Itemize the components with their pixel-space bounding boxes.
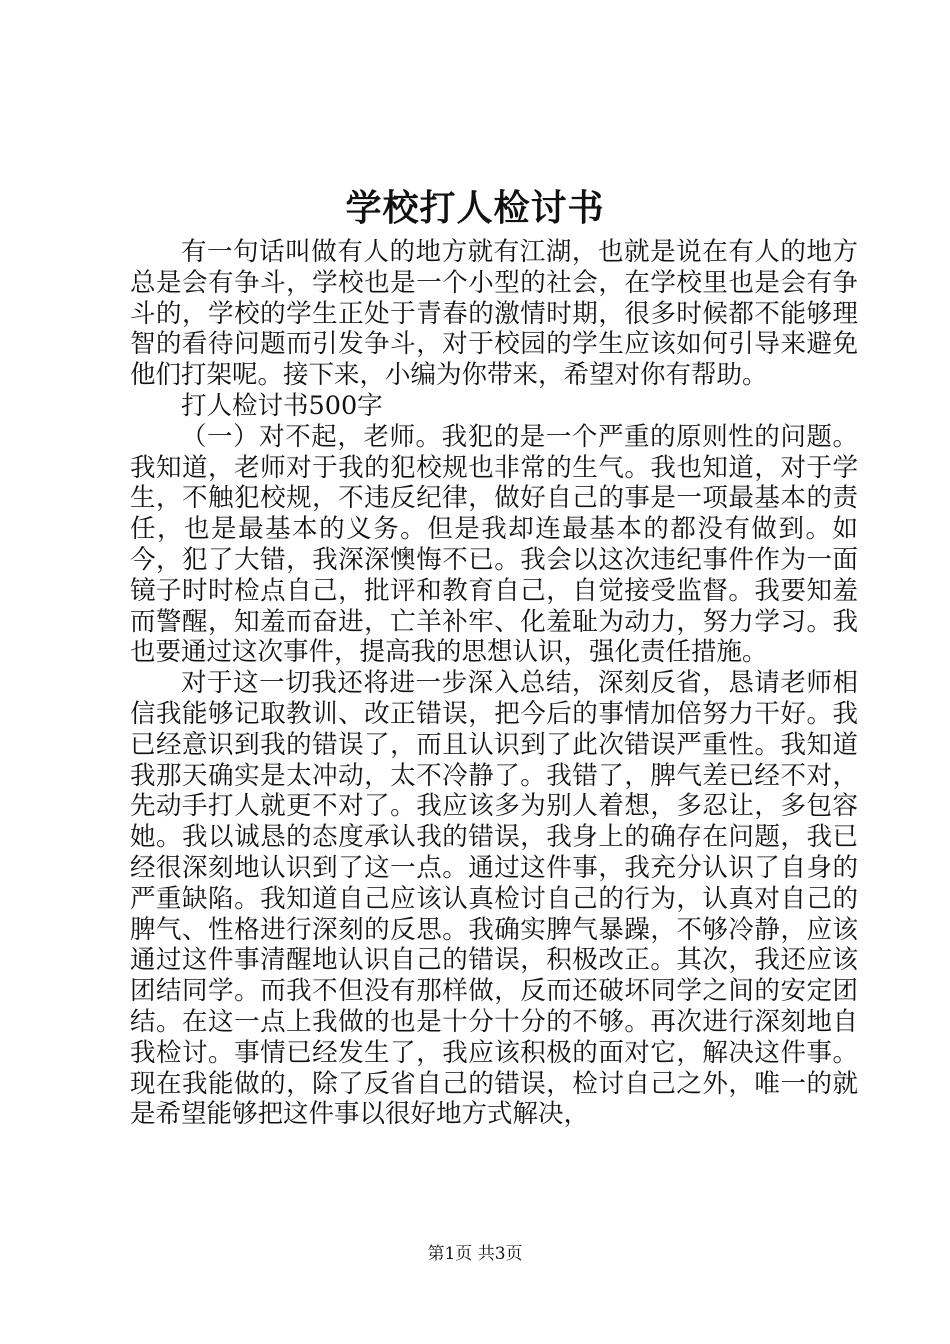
page-number-footer: 第1页 共3页 bbox=[427, 1244, 523, 1264]
document-body bbox=[130, 237, 858, 1130]
section-heading: 打人检讨书500字 bbox=[181, 390, 383, 421]
intro-paragraph: 有一句话叫做有人的地方就有江湖，也就是说在有人的地方总是会有争斗，学校也是一个小型的社会，在学校里也是会有争斗的，学校的学生正处于青春的激情时期，很多时候都不能够理智的看待问题而引发争斗，对于校园的学生应该如何引导来避免他们打架呢。接下来，小编为你带来，希望对你有帮助。 bbox=[130, 237, 858, 391]
document-title: 学校打人检讨书 bbox=[345, 187, 605, 229]
body-paragraph-2: 对于这一切我还将进一步深入总结，深刻反省，恳请老师相信我能够记取教训、改正错误，把今后的事情加倍努力干好。我已经意识到我的错误了，而且认识到了此次错误严重性。我知道我那天确实是太冲动，太不冷静了。我错了，脾气差已经不对，先动手打人就更不对了。我应该多为别人着想，多忍让，多包容她。我以诚恳的态度承认我的错误，我身上的确存在问题，我已经很深刻地认识到了这一点。通过这件事，我充分认识了自身的严重缺陷。我知道自己应该认真检讨自己的行为，认真对自己的脾气、性格进行深刻的反思。我确实脾气暴躁，不够冷静，应该通过这件事清醒地认识自己的错误，积极改正。其次，我还应该团结同学。而我不但没有那样做，反而还破坏同学之间的安定团结。在这一点上我做的也是十分十分的不够。再次进行深刻地自我检讨。事情已经发生了，我应该积极的面对它，解决这件事。现在我能做的，除了反省自己的错误，检讨自己之外，唯一的就是希望能够把这件事以很好地方式解决， bbox=[130, 668, 858, 1130]
body-paragraph-1: （一）对不起，老师。我犯的是一个严重的原则性的问题。我知道，老师对于我的犯校规也非常的生气。我也知道，对于学生，不触犯校规，不违反纪律，做好自己的事是一项最基本的责任，也是最基本的义务。但是我却连最基本的都没有做到。如今，犯了大错，我深深懊悔不已。我会以这次违纪事件作为一面镜子时时检点自己，批评和教育自己，自觉接受监督。我要知羞而警醒，知羞而奋进，亡羊补牢、化羞耻为动力，努力学习。我也要通过这次事件，提高我的思想认识，强化责任措施。 bbox=[130, 421, 858, 668]
